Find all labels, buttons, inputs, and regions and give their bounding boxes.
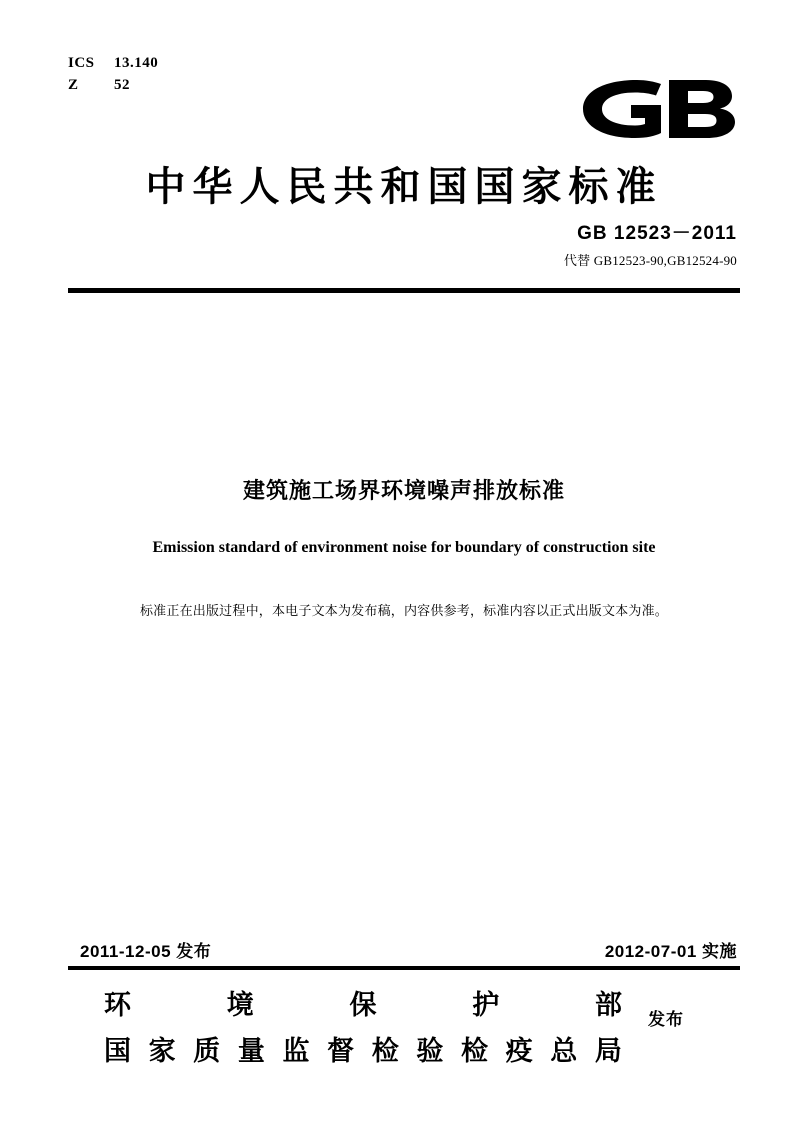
class-code-row: [68, 74, 158, 96]
agency2-char: 国: [104, 1036, 133, 1067]
national-standard-title: 中华人民共和国国家标准: [145, 164, 663, 210]
agency1-char: 境: [226, 990, 256, 1021]
ics-label: ICS: [68, 55, 95, 71]
document-title-chinese: 建筑施工场界环境噪声排放标准: [242, 479, 565, 504]
effective-date: 2012-07-01 实施: [604, 942, 737, 961]
agency2-char: 质: [193, 1036, 223, 1067]
ics-classification-block: [68, 52, 158, 96]
class-code-label: Z: [68, 77, 79, 93]
footer-divider: [68, 966, 740, 970]
agency2-char: 家: [148, 1036, 178, 1067]
agency2-char: 督: [327, 1036, 357, 1067]
class-code-value: 52: [114, 77, 130, 93]
gb-logo-icon: [577, 78, 737, 140]
agency1-char: 环: [104, 990, 133, 1021]
agency2-char: 总: [550, 1036, 580, 1067]
agency2-char: 疫: [505, 1036, 535, 1067]
agency2-char: 验: [416, 1036, 446, 1067]
agency2-char: 量: [237, 1036, 267, 1067]
agency2-char: 局: [594, 1036, 624, 1067]
standard-number: GB 12523－2011: [577, 223, 737, 244]
issue-date: 2011-12-05 发布: [80, 942, 212, 961]
issuing-agency-line-1: [104, 983, 624, 1022]
ics-value: 13.140: [114, 55, 159, 71]
publish-label: 发布: [648, 1010, 684, 1030]
ics-row: [68, 52, 158, 74]
issuing-agency-line-2: [104, 1029, 624, 1068]
agency1-char: 部: [595, 990, 624, 1021]
document-title-english: Emission standard of environment noise for boundary of construction site: [152, 539, 656, 556]
agency2-char: 监: [282, 1036, 312, 1067]
agency1-char: 保: [349, 990, 379, 1021]
standard-replaces: 代替 GB12523-90,GB12524-90: [563, 253, 737, 268]
publication-note: 标准正在出版过程中，本电子文本为发布稿，内容供参考，标准内容以正式出版文本为准。: [139, 604, 668, 619]
agency1-char: 护: [472, 990, 502, 1021]
agency2-char: 检: [371, 1036, 401, 1067]
agency2-char: 检: [461, 1036, 490, 1067]
header-divider: [68, 288, 740, 293]
